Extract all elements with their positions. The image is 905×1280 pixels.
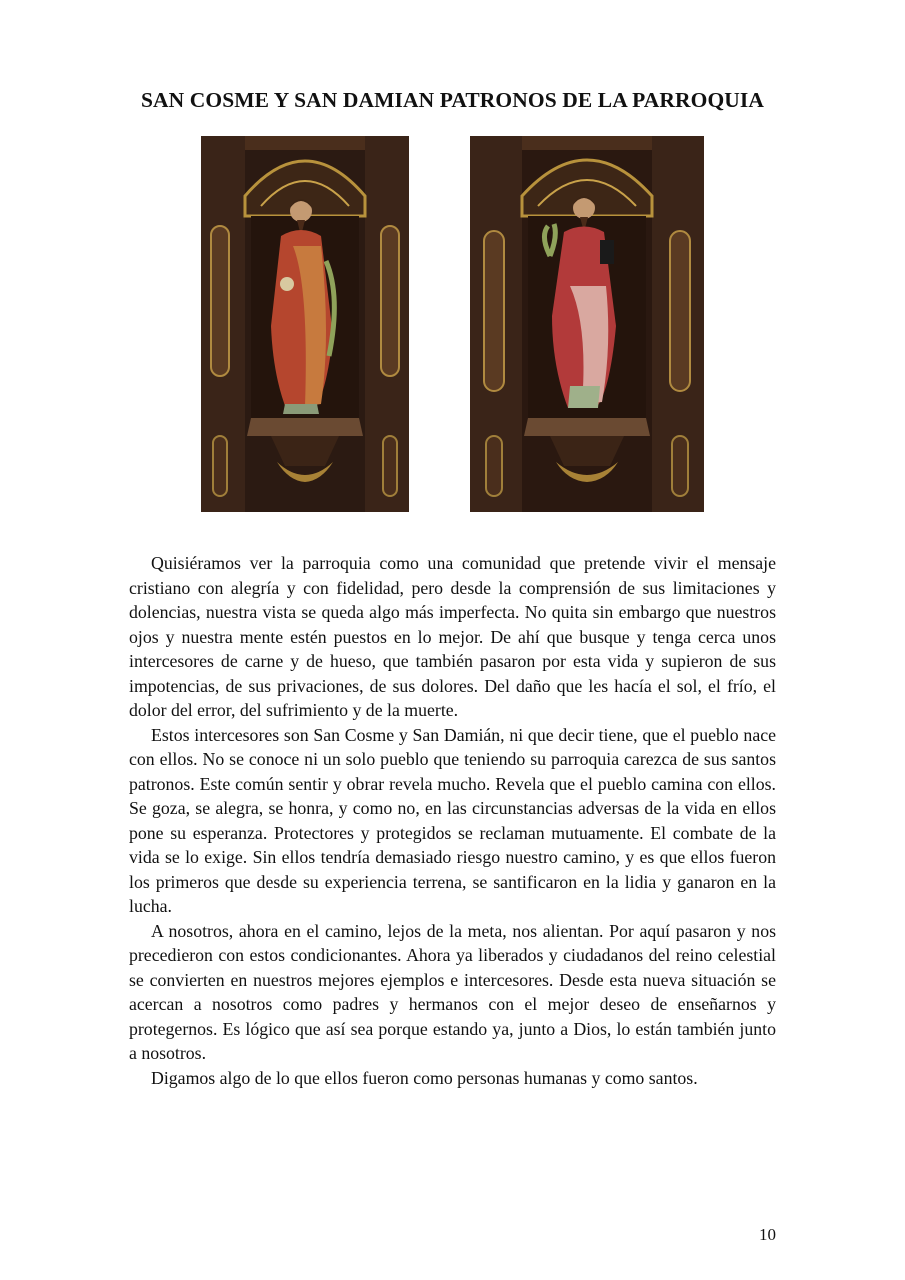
- saint-statue-photo-right: [470, 136, 704, 512]
- saint-statue-photo-left: [201, 136, 409, 512]
- page-number: 10: [759, 1225, 776, 1244]
- body-text: [129, 551, 776, 1090]
- paragraph: Estos intercesores son San Cosme y San Damián, ni que decir tiene, que el pueblo nace con ellos. No se conoce ni un solo pueblo que teniendo su parroquia carezca de sus santos patronos. Este común sentir y obrar revela mucho. Revela que el pueblo camina con ellos. Se goza, se alegra, se honra, y como no, en las circunstancias adversas de la vida en ellos pone su esperanza. Protectores y protegidos se reclaman mutuamente. El combate de la vida se lo exige. Sin ellos tendría demasiado riesgo nuestro camino, y es que ellos fueron los primeros que desde su experiencia terrena, se santificaron en la lidia y ganaron en la lucha.: [129, 724, 776, 916]
- saint-statue-icon: [201, 136, 409, 512]
- saint-statue-icon: [470, 136, 704, 512]
- page-title: SAN COSME Y SAN DAMIAN PATRONOS DE LA PARROQUIA: [140, 88, 765, 112]
- paragraph: A nosotros, ahora en el camino, lejos de la meta, nos alientan. Por aquí pasaron y nos precedieron con estos condicionantes. Ahora ya liberados y ciudadanos del reino celestial se convierten en nuestros mejores ejemplos e intercesores. Desde esta nueva situación se acercan a nosotros como padres y hermanos con el mejor deseo de enseñarnos y protegernos. Es lógico que así sea porque estando ya, junto a Dios, lo están también junto a nosotros.: [129, 920, 776, 1063]
- paragraph: Quisiéramos ver la parroquia como una comunidad que pretende vivir el mensaje cristiano con alegría y con fidelidad, pero desde la comprensión de sus limitaciones y dolencias, nuestra vista se queda algo más imperfecta. No quita sin embargo que nuestros ojos y nuestra mente estén puestos en lo mejor. De ahí que busque y tenga cerca unos intercesores de carne y de hueso, que también pasaron por esta vida y supieron de sus impotencias, de sus privaciones, de sus dolores. Del daño que les hacía el sol, el frío, el dolor del error, del sufrimiento y de la muerte.: [129, 553, 776, 720]
- paragraph: Digamos algo de lo que ellos fueron como personas humanas y como santos.: [151, 1067, 698, 1088]
